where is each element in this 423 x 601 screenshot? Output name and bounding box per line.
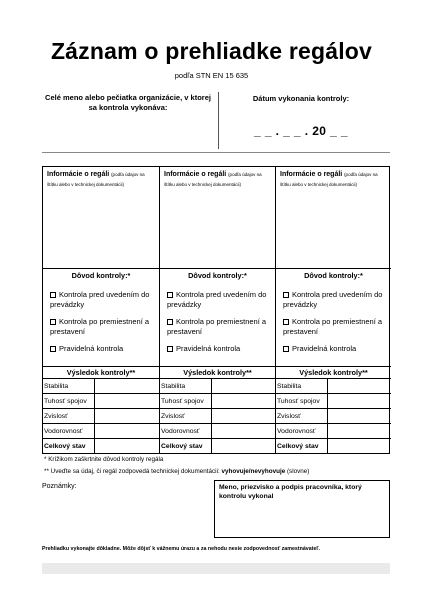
checkbox-icon[interactable] <box>50 346 56 352</box>
result-row[interactable]: Vodorovnosť <box>43 424 159 439</box>
checkbox-icon[interactable] <box>283 319 289 325</box>
info-note-a: (podľa údajov na <box>111 172 145 177</box>
footnote-reason: * Krížikom zaškrtnite dôvod kontroly regála <box>44 456 164 463</box>
result-row[interactable]: Tuhosť spojov <box>276 394 391 409</box>
rack-column-2 <box>159 167 275 453</box>
reason-option-periodic[interactable]: Pravidelná kontrola <box>283 344 388 354</box>
header-rule <box>42 152 390 153</box>
reason-option-periodic[interactable]: Pravidelná kontrola <box>167 344 272 354</box>
footer-bar <box>42 563 390 574</box>
checkbox-icon[interactable] <box>167 346 173 352</box>
result-row[interactable]: Zvislosť <box>43 409 159 424</box>
reason-option-commissioning[interactable]: Kontrola pred uvedením do prevádzky <box>50 290 150 309</box>
document-subtitle: podľa STN EN 15 635 <box>174 71 249 80</box>
checkbox-icon[interactable] <box>283 346 289 352</box>
organization-label: Celé meno alebo pečiatka organizácie, v ktorej sa kontrola vykonáva: <box>45 93 211 112</box>
signature-box[interactable] <box>214 480 390 538</box>
result-block <box>43 366 159 453</box>
reason-option-relocation[interactable]: Kontrola po premiestnení a prestavení <box>167 317 267 336</box>
footnote-result: ** Uveďte sa údaj, či regál zodpovedá technickej dokumentácii: vyhovuje/nevyhovuje (slovne) <box>44 468 310 475</box>
result-title: Výsledok kontroly** <box>43 367 159 379</box>
reason-option-relocation[interactable]: Kontrola po premiestnení a prestavení <box>283 317 383 336</box>
info-note-b: štítku alebo v technickej dokumentácii) <box>280 182 358 187</box>
info-note-b: štítku alebo v technickej dokumentácii) <box>164 182 242 187</box>
result-row[interactable]: Vodorovnosť <box>276 424 391 439</box>
info-note-a: (podľa údajov na <box>228 172 262 177</box>
reason-option-periodic[interactable]: Pravidelná kontrola <box>50 344 156 354</box>
reason-title: Dôvod kontroly:* <box>304 271 363 280</box>
rack-info-cell[interactable] <box>43 167 159 269</box>
result-block <box>160 366 275 453</box>
reason-title: Dôvod kontroly:* <box>71 271 131 280</box>
result-row[interactable]: Vodorovnosť <box>160 424 275 439</box>
checkbox-icon[interactable] <box>167 319 173 325</box>
result-row[interactable]: Zvislosť <box>160 409 275 424</box>
signature-label: Meno, priezvisko a podpis pracovníka, ktorý kontrolu vykonal <box>219 484 362 500</box>
result-title: Výsledok kontroly** <box>160 367 275 379</box>
document-title: Záznam o prehliadke regálov <box>50 38 373 64</box>
result-row-overall[interactable]: Celkový stav <box>276 439 391 454</box>
date-field[interactable]: _ _ . _ _ . 20 _ _ <box>254 124 348 138</box>
result-row[interactable]: Tuhosť spojov <box>160 394 275 409</box>
date-label: Dátum vykonania kontroly: <box>252 94 350 103</box>
rack-inspection-grid <box>42 166 390 454</box>
result-row-overall[interactable]: Celkový stav <box>160 439 275 454</box>
checkbox-icon[interactable] <box>50 292 56 298</box>
result-row[interactable]: Stabilita <box>43 379 159 394</box>
info-note-a: (podľa údajov na <box>344 172 378 177</box>
rack-column-3 <box>275 167 391 453</box>
rack-info-cell[interactable] <box>160 167 275 269</box>
checkbox-icon[interactable] <box>283 292 289 298</box>
info-title: Informácie o regáli <box>164 171 227 178</box>
result-title: Výsledok kontroly** <box>276 367 391 379</box>
reason-option-commissioning[interactable]: Kontrola pred uvedením do prevádzky <box>283 290 383 309</box>
reason-option-commissioning[interactable]: Kontrola pred uvedením do prevádzky <box>167 290 267 309</box>
result-row[interactable]: Stabilita <box>276 379 391 394</box>
result-block <box>276 366 391 453</box>
rack-column-1 <box>43 167 159 453</box>
info-title: Informácie o regáli <box>280 171 343 178</box>
remarks-label: Poznámky: <box>42 483 77 490</box>
result-row[interactable]: Stabilita <box>160 379 275 394</box>
info-note-b: štítku alebo v technickej dokumentácii) <box>47 182 125 187</box>
reason-title: Dôvod kontroly:* <box>188 271 247 280</box>
reason-option-relocation[interactable]: Kontrola po premiestnení a prestavení <box>50 317 150 336</box>
checkbox-icon[interactable] <box>50 319 56 325</box>
result-row[interactable]: Tuhosť spojov <box>43 394 159 409</box>
info-title: Informácie o regáli <box>47 171 110 178</box>
checkbox-icon[interactable] <box>167 292 173 298</box>
rack-info-cell[interactable] <box>276 167 391 269</box>
result-row[interactable]: Zvislosť <box>276 409 391 424</box>
result-row-overall[interactable]: Celkový stav <box>43 439 159 454</box>
footer-warning: Prehliadku vykonajte dôkladne. Môže dôjsť k vážnemu úrazu a za nehodu nesie zodpovednosť zamestnávateľ. <box>42 546 320 552</box>
